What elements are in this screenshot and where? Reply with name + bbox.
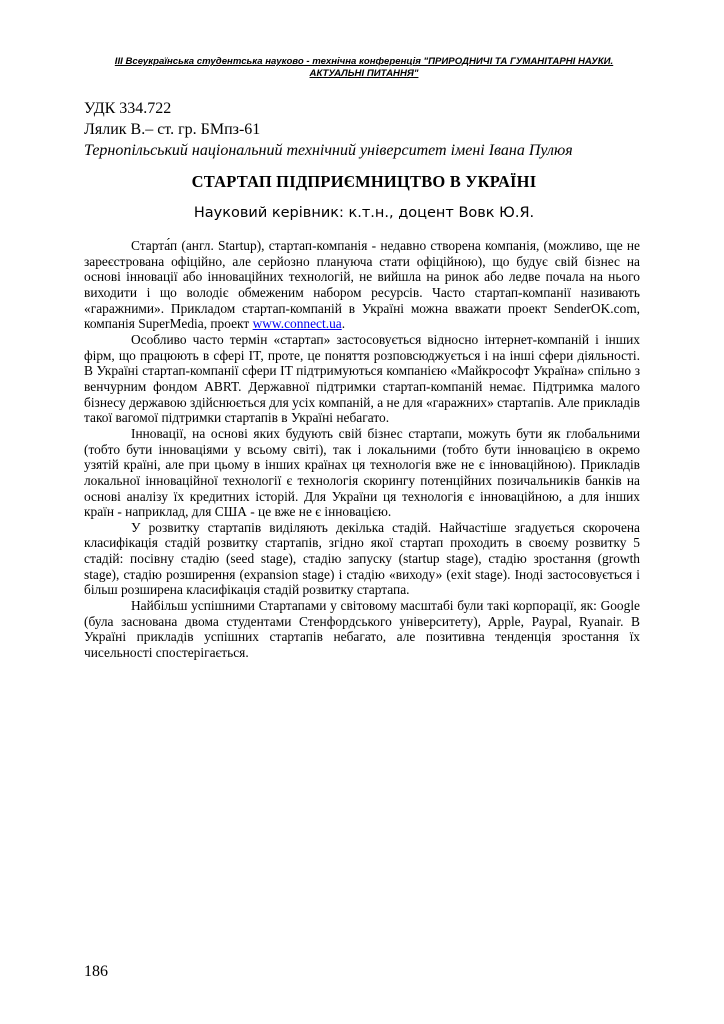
- paragraph-1-end: .: [341, 316, 346, 332]
- article-meta: [84, 98, 644, 161]
- article-body: [84, 238, 640, 661]
- paragraph-2: Особливо часто термін «стартап» застосовується відносно інтернет-компаній і інших фірм, що працюють в сфері IT, проте, це поняття розповсюджується і на інші сфери діяльності. В Україні стартап-компанії сфери IT підтримуються компанією «Майкрософт Україна» спільно з венчурним фондом ABRT. Державної підтримки стартап-компаній немає. Підтримка малого бізнесу державою здійснюється для усіх компаній, а не для «гаражних» стартапів. Але прикладів такої вагомої підтримки стартапів в Україні небагато.: [84, 331, 640, 426]
- page-number: 186: [84, 963, 108, 980]
- connect-ua-link[interactable]: www.connect.ua: [252, 316, 342, 332]
- paragraph-5: Найбільш успішними Стартапами у світовому масштабі були такі корпорації, як: Google (була заснована двома студентами Стенфордського університету), Apple, Paypal, Ryanair. В Україні прикладів успішних стартапів небагато, але позитивна тенденція зростання їх чисельності спостерігається.: [84, 598, 640, 661]
- udc-code: УДК 334.722: [84, 100, 172, 117]
- university-line: Тернопільський національний технічний університет імені Івана Пулюя: [84, 142, 573, 159]
- paragraph-3: Інновації, на основі яких будують свій бізнес стартапи, можуть бути як глобальними (тобто бути інноваціями у всьому світі), так і локальними (тобто бути інновацією в окремо узятій країні, але при цьому в інших країнах ця технологія вже не є інноваційною). Прикладів локальної інноваційної технології є технологія скорингу потенційних позичальників банків на основі аналізу їх кредитних історій. Для України ця технологія є інноваційною, а для інших країн - наприклад, для США - це вже не є інновацією.: [84, 425, 640, 520]
- conference-header-line-1: ІІІ Всеукраїнська студентська науково - технічна конференція "ПРИРОДНИЧІ ТА ГУМАНІТАРНІ НАУКИ.: [114, 56, 614, 67]
- paragraph-1: [84, 238, 640, 332]
- paragraph-1-text: Старта́п (англ. Startup), стартап-компанія - недавно створена компанія, (можливо, ще не зареєстрована офіційно, але серйозно плануюча стати офіційною), що будує свій бізнес на основі інновації або інноваційних технологій, не вийшла на ринок або ледве почала на нього виходити і що володіє обмеженим набором ресурсів. Часто стартап-компанії називають «гаражними». Прикладом стартап-компаній в Україні можна вважати проект SenderOK.com, компанія SuperMedia, проект: [84, 238, 640, 332]
- conference-header-line-2: АКТУАЛЬНІ ПИТАННЯ": [309, 67, 419, 79]
- author-line: Лялик В.– ст. гр. БМпз-61: [84, 121, 261, 138]
- paragraph-4: У розвитку стартапів виділяють декілька стадій. Найчастіше згадується скорочена класифікація стадій розвитку стартапів, згідно якої стартап проходить в своєму розвитку 5 стадій: посівну стадію (seed stage), стадію запуску (startup stage), стадію зростання (growth stage), стадію розширення (expansion stage) і стадію «виходу» (exit stage). Іноді застосовується і більш розширена класифікація стадій розвитку стартапа.: [84, 519, 640, 598]
- article-title: СТАРТАП ПІДПРИЄМНИЦТВО В УКРАЇНІ: [191, 172, 537, 191]
- supervisor-line: Науковий керівник: к.т.н., доцент Вовк Ю.Я.: [193, 205, 535, 221]
- conference-header: [90, 56, 638, 79]
